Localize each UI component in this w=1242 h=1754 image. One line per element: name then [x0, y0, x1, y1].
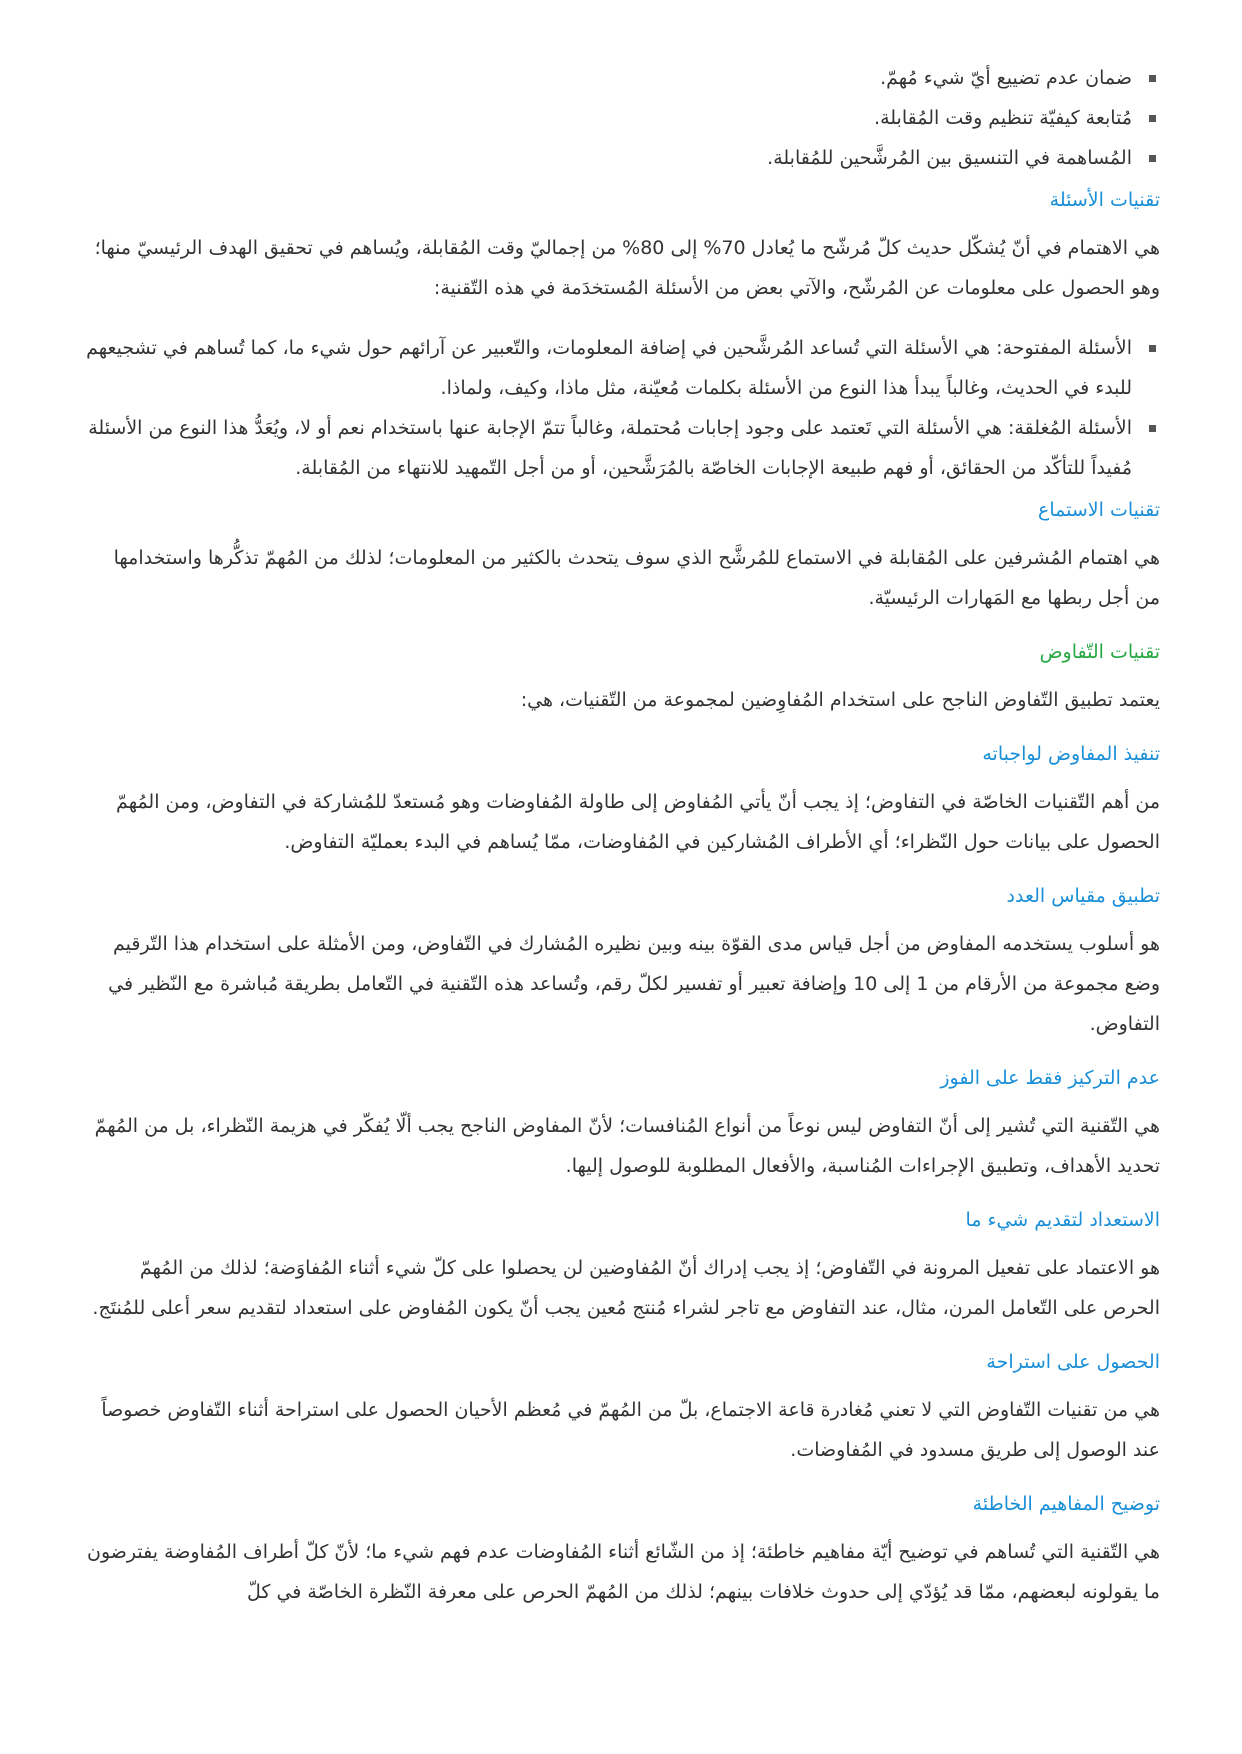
subsection-paragraph: هي من تقنيات التّفاوض التي لا تعني مُغادرة قاعة الاجتماع، بلّ من المُهمّ في مُعظم الأحيان الحصول على استراحة أثناء التّفاوض خصوصاً عند الوصول إلى طريق مسدود في المُفاوضات.	[101, 1399, 1160, 1461]
negotiation-heading: تقنيات التّفاوض	[1039, 641, 1160, 663]
subsection-heading: الحصول على استراحة	[986, 1351, 1160, 1373]
subsection-heading: عدم التركيز فقط على الفوز	[940, 1067, 1160, 1089]
negotiation-paragraph: يعتمد تطبيق التّفاوض الناجح على استخدام المُفاوِضين لمجموعة من التّقنيات، هي:	[520, 689, 1160, 711]
listening-paragraph: هي اهتمام المُشرفين على المُقابلة في الاستماع للمُرشَّح الذي سوف يتحدث بالكثير من المعلومات؛ لذلك من المُهمّ تذكُّرها واستخدامها من أجل ربطها مع المَهارات الرئيسيّة.	[113, 547, 1160, 609]
list-item: ضمان عدم تضييع أيّ شيء مُهمّ.	[86, 58, 1132, 98]
subsection-paragraph: من أهم التّقنيات الخاصّة في التفاوض؛ إذ يجب أنّ يأتي المُفاوض إلى طاولة المُفاوضات وهو مُستعدّ للمُشاركة في التفاوض، ومن المُهمّ الحصول على بيانات حول النّظراء؛ أي الأطراف المُشاركين في المُفاوضات، ممّا يُساهم في البدء بعمليّة التفاوض.	[116, 791, 1160, 853]
list-item: الأسئلة المفتوحة: هي الأسئلة التي تُساعد المُرشَّحين في إضافة المعلومات، والتّعبير عن آرائهم حول شيء ما، كما تُساهم في تشجيعهم للبدء في الحديث، وغالباً يبدأ هذا النوع من الأسئلة بكلمات مُعيّنة، مثل ماذا، وكيف، ولماذا.	[86, 328, 1132, 408]
questions-paragraph: هي الاهتمام في أنّ يُشكّل حديث كلّ مُرشّح ما يُعادل 70% إلى 80% من إجماليّ وقت المُقابلة، ويُساهم في تحقيق الهدف الرئيسيّ منها؛ وهو الحصول على معلومات عن المُرشّح، والآتي بعض من الأسئلة المُستخدَمة في هذه التّقنية:	[94, 237, 1160, 299]
list-item: مُتابعة كيفيّة تنظيم وقت المُقابلة.	[86, 98, 1132, 138]
subsection-paragraph: هو الاعتماد على تفعيل المرونة في التّفاوض؛ إذ يجب إدراك أنّ المُفاوضين لن يحصلوا على كلّ شيء أثناء المُفاوَضة؛ لذلك من المُهمّ الحرص على التّعامل المرن، مثال، عند التفاوض مع تاجر لشراء مُنتج مُعين يجب أنّ يكون المُفاوض على استعداد لتقديم سعر أعلى للمُنتَج.	[92, 1257, 1160, 1319]
subsection-paragraph: هي التّقنية التي تُساهم في توضيح أيّة مفاهيم خاطئة؛ إذ من الشّائع أثناء المُفاوضات عدم فهم شيء ما؛ لأنّ كلّ أطراف المُفاوضة يفترضون ما يقولونه لبعضهم، ممّا قد يُؤدّي إلى حدوث خلافات بينهم؛ لذلك من المُهمّ الحرص على معرفة النّظرة الخاصّة في كلّ	[87, 1541, 1160, 1603]
subsection-paragraph: هي التّقنية التي تُشير إلى أنّ التفاوض ليس نوعاً من أنواع المُنافسات؛ لأنّ المفاوض الناجح يجب ألّا يُفكّر في هزيمة النّظراء، بل من المُهمّ تحديد الأهداف، وتطبيق الإجراءات المُناسبة، والأفعال المطلوبة للوصول إليها.	[94, 1115, 1160, 1177]
subsection-heading: توضيح المفاهيم الخاطئة	[972, 1493, 1160, 1515]
subsection-heading: الاستعداد لتقديم شيء ما	[965, 1209, 1160, 1231]
subsection-heading: تنفيذ المفاوض لواجباته	[982, 743, 1160, 765]
top-bullet-list	[86, 58, 1160, 178]
listening-heading: تقنيات الاستماع	[1038, 499, 1160, 521]
questions-bullet-list	[86, 328, 1160, 488]
subsection-paragraph: هو أسلوب يستخدمه المفاوض من أجل قياس مدى القوّة بينه وبين نظيره المُشارك في التّفاوض، ومن الأمثلة على استخدام هذا التّرقيم وضع مجموعة من الأرقام من 1 إلى 10 وإضافة تعبير أو تفسير لكلّ رقم، وتُساعد هذه التّقنية في التّعامل بطريقة مُباشرة مع النّظير في التفاوض.	[108, 933, 1160, 1035]
list-item: المُساهمة في التنسيق بين المُرشَّحين للمُقابلة.	[86, 138, 1132, 178]
questions-heading: تقنيات الأسئلة	[1049, 189, 1160, 211]
subsection-heading: تطبيق مقياس العدد	[1006, 885, 1160, 907]
list-item: الأسئلة المُغلقة: هي الأسئلة التي تَعتمد على وجود إجابات مُحتملة، وغالباً تتمّ الإجابة عنها باستخدام نعم أو لا، ويُعَدُّ هذا النوع من الأسئلة مُفيداً للتأكّد من الحقائق، أو فهم طبيعة الإجابات الخاصّة بالمُرَشَّحين، أو من أجل التّمهيد للانتهاء من المُقابلة.	[86, 408, 1132, 488]
